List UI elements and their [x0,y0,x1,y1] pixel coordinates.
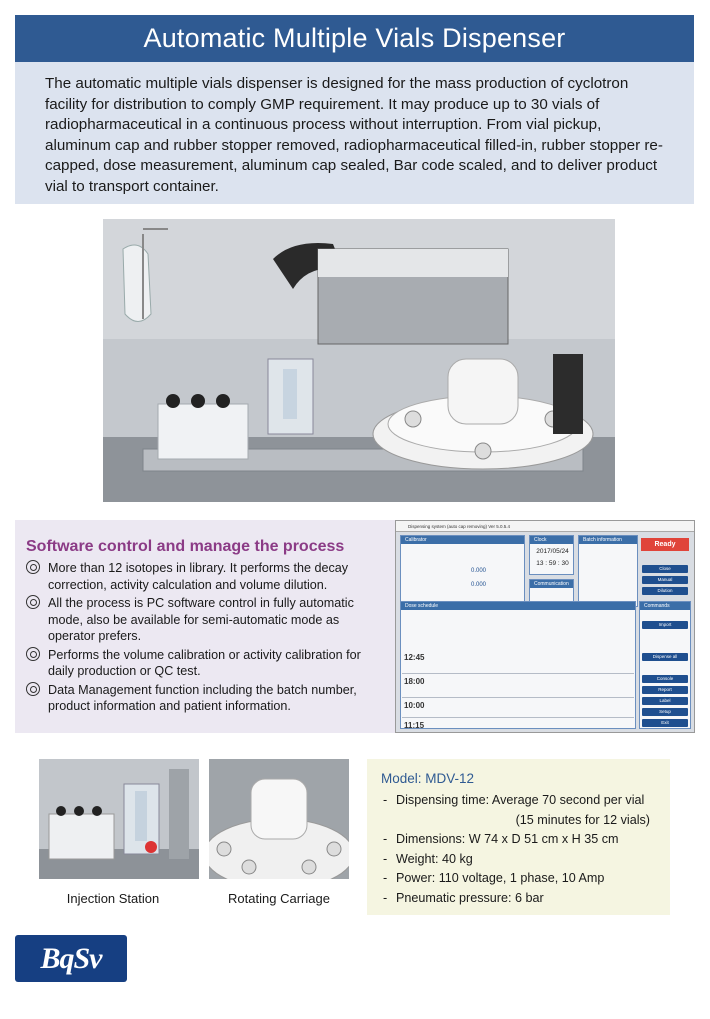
label-button[interactable]: Label [642,697,688,705]
list-item-text: Performs the volume calibration or activity calibration for daily production or QC test. [48,647,361,678]
activity-value-2: 0.000 [471,582,487,588]
spec-item: - Power: 110 voltage, 1 phase, 10 Amp [381,869,670,889]
company-logo [15,935,127,982]
clock-label: Clock [530,536,573,544]
spec-item: - Pneumatic pressure: 6 bar [381,889,670,909]
spec-item: - Weight: 40 kg [381,850,670,870]
clock-panel [529,535,574,575]
bullet-icon [26,647,40,661]
injection-station-photo [39,759,199,879]
list-item-text: More than 12 isotopes in library. It performs the decay correction, activity calculation and volume dilution. [48,561,349,592]
schedule-time: 18:00 [404,677,425,686]
ready-status-badge: Ready [641,538,689,551]
dilution-button[interactable]: Dilution [642,587,688,595]
list-item [26,647,386,680]
exit-button[interactable]: Exit [642,719,688,727]
list-item [26,595,386,645]
spec-list [381,791,670,908]
rotating-carriage-caption: Rotating Carriage [228,891,330,906]
dose-schedule-panel [400,601,636,729]
batch-panel [578,535,638,607]
intro-paragraph: The automatic multiple vials dispenser is designed for the mass production of cyclotron facility for distribution to comply GMP requirement. It may produce up to 30 vials of radiopharmaceutical in a continuous process without interruption. From vial pickup, aluminum cap and rubber stopper removed, radiopharmaceutical filled-in, rubber stopper re-capped, dose measurement, aluminum cap sealed, Bar code scaled, and to deliver product vial to transport container. [15,62,694,204]
page-title: Automatic Multiple Vials Dispenser [143,23,566,53]
spec-item-continuation: (15 minutes for 12 vials) [515,812,650,827]
batch-label: Batch information [579,536,637,544]
software-screenshot [395,520,695,733]
bullet-icon [26,595,40,609]
specifications-box [367,759,670,915]
dose-schedule-label: Dose schedule [401,602,635,610]
logo-text: BqSv [40,941,102,975]
clock-date: 2017/05/24 [536,548,569,555]
close-button[interactable]: Close [642,565,688,573]
screenshot-title-bar: Dispensing system (auto cap removing) Ver 5.0.5.4 [396,521,694,532]
schedule-time: 12:45 [404,653,425,662]
list-item [26,682,386,715]
schedule-time: 10:00 [404,701,425,710]
rotating-carriage-photo [209,759,349,879]
report-button[interactable]: Report [642,686,688,694]
calibrator-panel [400,535,525,607]
injection-station-caption: Injection Station [66,891,160,906]
commands-label: Commands [640,602,690,610]
software-title: Software control and manage the process [26,538,345,555]
setup-button[interactable]: Setup [642,708,688,716]
import-button[interactable]: Import [642,621,688,629]
schedule-time: 11:15 [404,721,425,730]
activity-value: 0.000 [471,568,487,574]
dispense-all-button[interactable]: Dispense all [642,653,688,661]
list-item [26,560,386,593]
spec-item: - Dispensing time: Average 70 second per vial [381,791,670,811]
model-label: Model: MDV-12 [381,771,475,786]
spec-item: - Dimensions: W 74 x D 51 cm x H 35 cm [381,830,670,850]
schedule-row-divider [402,717,634,718]
title-banner [15,15,694,62]
dispenser-photo [103,219,615,502]
schedule-row-divider [402,673,634,674]
clock-time: 13 : 59 : 30 [536,560,569,567]
bullet-icon [26,682,40,696]
list-item-text: Data Management function including the batch number, product information and patient information. [48,682,357,713]
communication-label: Communication [530,580,573,588]
list-item-text: All the process is PC software control in fully automatic mode, also be available for semi-automatic mode as operator prefers. [48,596,354,643]
console-button[interactable]: Console [642,675,688,683]
software-feature-list [26,560,386,717]
schedule-row-divider [402,697,634,698]
calibrator-label: Calibrator [401,536,524,544]
bullet-icon [26,560,40,574]
manual-button[interactable]: Manual [642,576,688,584]
